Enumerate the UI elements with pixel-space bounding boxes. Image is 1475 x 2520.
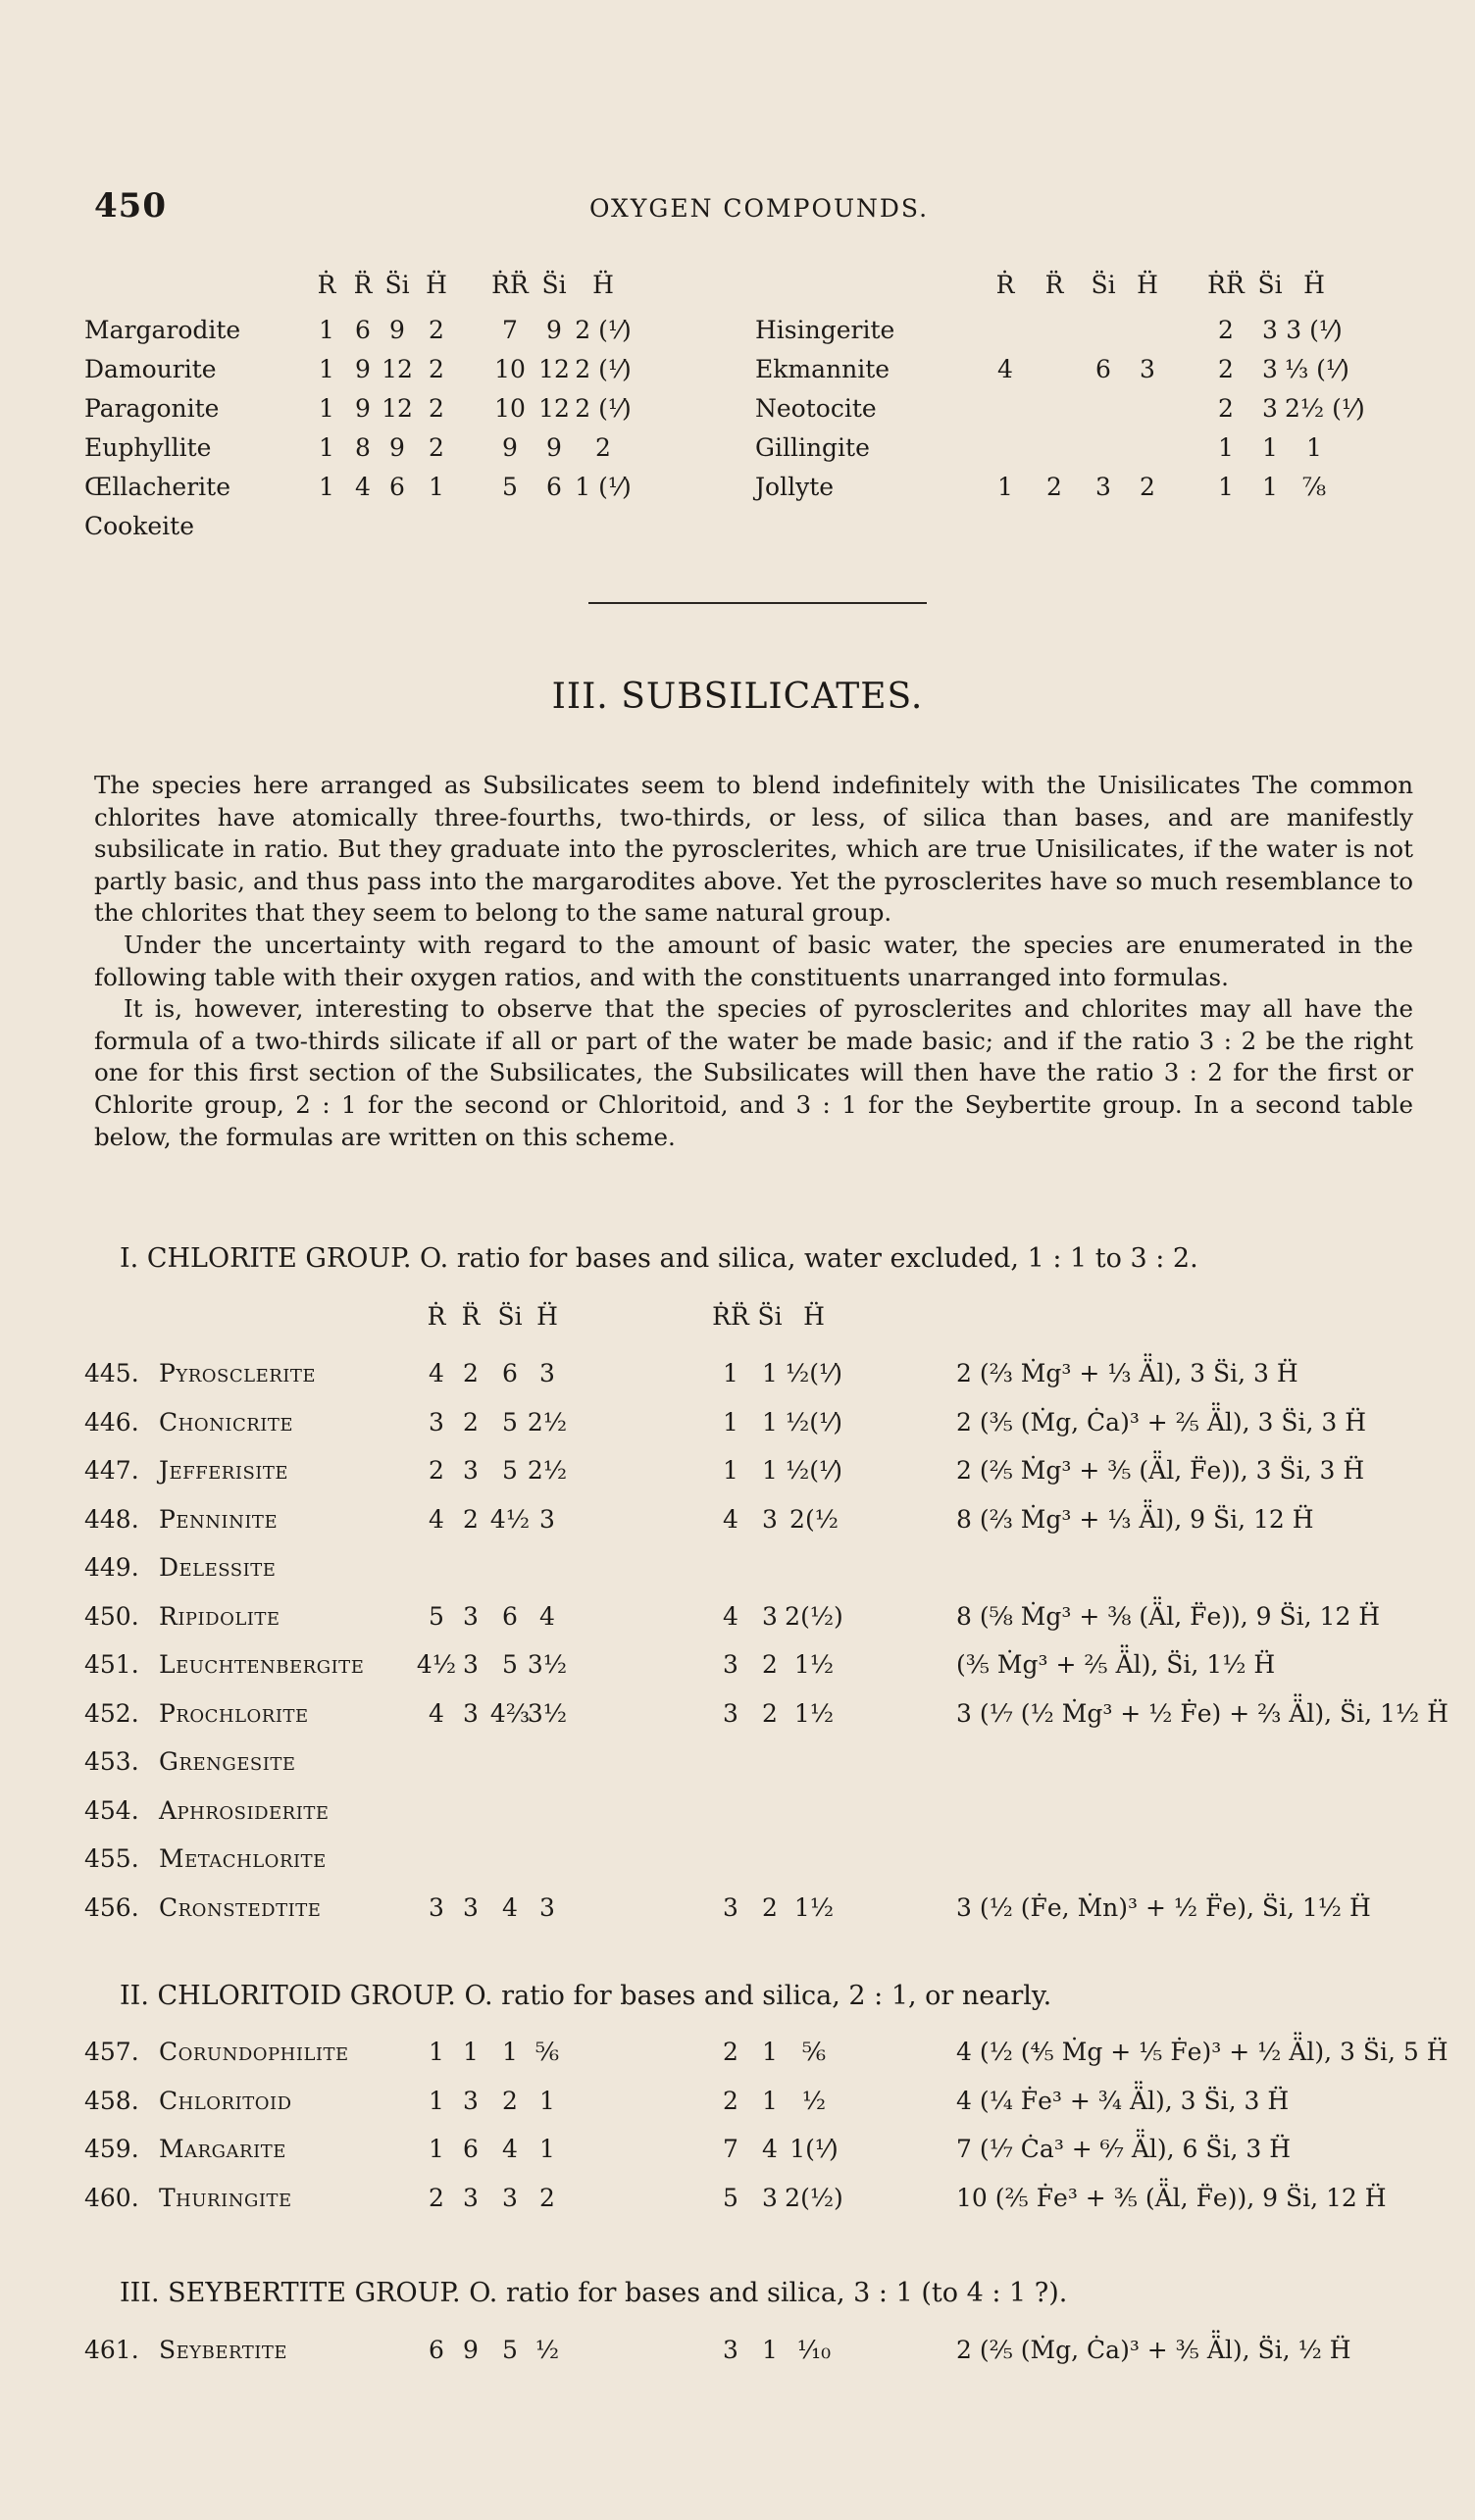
ratio-value: 6: [463, 2135, 479, 2163]
ratio-value: ½(⅟): [786, 1456, 842, 1485]
ratio-value: 2(½): [785, 1601, 843, 1631]
section-title: III. SUBSILICATES.: [551, 677, 924, 717]
species-number: 448.: [84, 1504, 139, 1534]
ratio-value: 3: [1262, 355, 1278, 383]
group-title: I. CHLORITE GROUP. O. ratio for bases and silica, water excluded, 1 : 1 to 3 : 2.: [120, 1243, 1198, 1274]
ratio-value: 4: [762, 2135, 778, 2163]
ratio-value: 2: [723, 2086, 738, 2115]
ratio-value: 6: [546, 473, 562, 501]
species-name: Corundophilite: [159, 2038, 349, 2066]
ratio-value: 2: [429, 2183, 444, 2212]
ratio-value: 1: [539, 2135, 555, 2163]
ratio-value: 2: [762, 1892, 778, 1922]
species-name: Jefferisite: [159, 1456, 289, 1485]
page-number: 450: [94, 186, 167, 226]
ratio-value: 4: [429, 1359, 444, 1387]
ratio-value: 2: [463, 1407, 479, 1436]
ratio-value: 3: [762, 1601, 778, 1631]
ratio-value: 2: [723, 2038, 738, 2066]
ratio-value: 5: [429, 1601, 444, 1631]
species-name: Metachlorite: [159, 1844, 327, 1873]
species-number: 451.: [84, 1650, 139, 1679]
ratio-value: 2: [429, 394, 444, 423]
species-formula: (⅗ Ṁg³ + ⅖ Ä̈l), S̈i, 1½ Ḧ: [956, 1650, 1276, 1679]
ratio-value: 12: [381, 355, 413, 383]
ratio-value: 1: [723, 1456, 738, 1485]
species-number: 452.: [84, 1698, 139, 1728]
species-number: 445.: [84, 1359, 139, 1387]
ratio-value: 3: [463, 1698, 479, 1728]
column-header: S̈i: [1091, 271, 1116, 299]
species-formula: 7 (⅐ Ċa³ + ⁶⁄₇ Ä̈l), 6 S̈i, 3 Ḧ: [956, 2135, 1292, 2163]
ratio-value: 3: [463, 1650, 479, 1679]
ratio-value: 1(⅟): [789, 2135, 839, 2163]
ratio-value: 1: [1262, 473, 1278, 501]
ratio-value: 3: [1262, 394, 1278, 423]
ratio-value: 1: [429, 2086, 444, 2115]
species-name: Pyrosclerite: [159, 1359, 317, 1387]
ratio-value: 2: [1218, 316, 1234, 344]
ratio-value: 1: [762, 2086, 778, 2115]
ratio-value: 1: [723, 1359, 738, 1387]
ratio-value: 3: [463, 1456, 479, 1485]
ratio-value: 2: [1046, 473, 1062, 501]
ratio-value: 2: [502, 2086, 518, 2115]
ratio-value: 3: [463, 2086, 479, 2115]
ratio-value: 8: [355, 433, 371, 462]
ratio-value: 1: [429, 2038, 444, 2066]
ratio-value: 1: [502, 2038, 518, 2066]
ratio-value: 2 (⅟): [575, 394, 632, 423]
ratio-value: 2½ (⅟): [1285, 394, 1365, 423]
ratio-value: 5: [502, 473, 518, 501]
ratio-value: 9: [502, 433, 518, 462]
species-formula: 2 (⅖ Ṁg³ + ⅗ (Ä̈l, F̈e)), 3 S̈i, 3 Ḧ: [956, 1456, 1365, 1485]
ratio-value: 9: [546, 433, 562, 462]
ratio-value: ⅚: [801, 2038, 827, 2066]
ratio-value: 3: [762, 2183, 778, 2212]
ratio-value: 3: [539, 1504, 555, 1534]
species-number: 457.: [84, 2038, 139, 2066]
ratio-value: 3 (⅟): [1286, 316, 1343, 344]
ratio-value: 1: [762, 2336, 778, 2364]
ratio-value: 5: [723, 2183, 738, 2212]
ratio-value: 2(½): [785, 2183, 843, 2212]
mineral-name: Damourite: [84, 355, 217, 383]
ratio-value: 2: [429, 355, 444, 383]
column-header: Ḧ: [1137, 271, 1158, 299]
column-header: S̈i: [497, 1302, 523, 1331]
ratio-value: 1: [319, 473, 334, 501]
ratio-value: 3: [463, 2183, 479, 2212]
ratio-value: 3: [463, 1601, 479, 1631]
ratio-value: ½(⅟): [786, 1407, 842, 1436]
ratio-value: 9: [463, 2336, 479, 2364]
column-header: Ṙ: [427, 1302, 446, 1331]
species-formula: 4 (¼ Ḟe³ + ¾ Ä̈l), 3 S̈i, 3 Ḧ: [956, 2086, 1290, 2115]
ratio-value: 10: [494, 394, 526, 423]
ratio-value: 1: [319, 433, 334, 462]
paragraph: The species here arranged as Subsilicates seem to blend indefinitely with the Unisilicates The common chlorites have atomically three-fourths, two-thirds, or less, of silica than bases, and are manifestly subsilicate in ratio. But they graduate into the pyrosclerites, which are true Unisilicates, if the water is not partly basic, and thus pass into the margarodites above. Yet the pyrosclerites have so much resemblance to the chlorites that they seem to belong to the same natural group.: [94, 771, 1413, 928]
species-name: Chonicrite: [159, 1407, 294, 1436]
species-number: 455.: [84, 1844, 139, 1873]
paragraph: Under the uncertainty with regard to the amount of basic water, the species are enumerated in the following table with their oxygen ratios, and with the constituents unarranged into formulas.: [94, 930, 1413, 991]
ratio-value: 4: [429, 1698, 444, 1728]
ratio-value: 1: [539, 2086, 555, 2115]
ratio-value: 4: [502, 2135, 518, 2163]
ratio-value: 2: [762, 1698, 778, 1728]
column-header: ṘR̈: [1207, 271, 1245, 299]
species-number: 450.: [84, 1601, 139, 1631]
ratio-value: 4½: [489, 1504, 531, 1534]
mineral-name: Cookeite: [84, 512, 195, 540]
species-number: 460.: [84, 2183, 139, 2212]
column-header: R̈: [353, 271, 373, 299]
ratio-value: 3: [429, 1407, 444, 1436]
species-formula: 2 (⅗ (Ṁg, Ċa)³ + ⅖ Ä̈l), 3 S̈i, 3 Ḧ: [956, 1407, 1367, 1436]
species-formula: 8 (⅔ Ṁg³ + ⅓ Ä̈l), 9 S̈i, 12 Ḧ: [956, 1504, 1314, 1534]
column-header: R̈: [461, 1302, 481, 1331]
ratio-value: 3: [502, 2183, 518, 2212]
ratio-value: 6: [355, 316, 371, 344]
ratio-value: 2½: [527, 1456, 568, 1485]
species-formula: 3 (½ (Ḟe, Ṁn)³ + ½ F̈e), S̈i, 1½ Ḧ: [956, 1892, 1371, 1922]
ratio-value: 9: [389, 433, 405, 462]
ratio-value: 2: [429, 1456, 444, 1485]
ratio-value: 6: [502, 1601, 518, 1631]
ratio-value: ½: [801, 2086, 827, 2115]
species-name: Aphrosiderite: [159, 1795, 330, 1825]
column-header: R̈: [1044, 271, 1064, 299]
species-formula: 2 (⅔ Ṁg³ + ⅓ Ä̈l), 3 S̈i, 3 Ḧ: [956, 1359, 1298, 1387]
column-header: Ṙ: [317, 271, 336, 299]
ratio-value: ⅓ (⅟): [1285, 355, 1349, 383]
ratio-value: 1: [1218, 473, 1234, 501]
species-name: Delessite: [159, 1553, 277, 1582]
species-name: Grengesite: [159, 1747, 296, 1776]
ratio-value: 2: [539, 2183, 555, 2212]
ratio-value: ½(⅟): [786, 1359, 842, 1387]
species-number: 453.: [84, 1747, 139, 1776]
species-number: 461.: [84, 2336, 139, 2364]
ratio-value: 1: [319, 355, 334, 383]
ratio-value: 5: [502, 2336, 518, 2364]
mineral-name: Œllacherite: [84, 473, 231, 501]
species-formula: 2 (⅖ (Ṁg, Ċa)³ + ⅗ Ä̈l), S̈i, ½ Ḧ: [956, 2336, 1351, 2364]
species-number: 454.: [84, 1795, 139, 1825]
ratio-value: 4: [723, 1504, 738, 1534]
ratio-value: 9: [546, 316, 562, 344]
ratio-value: 1: [319, 394, 334, 423]
ratio-value: 3: [1095, 473, 1111, 501]
ratio-value: 9: [355, 355, 371, 383]
paragraph: It is, however, interesting to observe that the species of pyrosclerites and chlorites may all have the formula of a two-thirds silicate if all or part of the water be made basic; and if the ratio 3 : 2 be the right one for this first section of the Subsilicates, the Subsilicates will then have the ratio 3 : 2 for the first or Chlorite group, 2 : 1 for the second or Chloritoid, and 3 : 1 for the Seybertite group. In a second table below, the formulas are written on this scheme.: [94, 994, 1413, 1151]
species-name: Margarite: [159, 2135, 286, 2163]
ratio-value: ⅚: [534, 2038, 560, 2066]
column-header: S̈i: [541, 271, 567, 299]
ratio-value: 1: [429, 473, 444, 501]
ratio-value: 3: [429, 1892, 444, 1922]
ratio-value: 2: [429, 433, 444, 462]
column-header: ṘR̈: [491, 271, 529, 299]
ratio-value: 2½: [527, 1407, 568, 1436]
ratio-value: 3: [539, 1359, 555, 1387]
ratio-value: 5: [502, 1456, 518, 1485]
ratio-value: 6: [502, 1359, 518, 1387]
column-header: ṘR̈: [712, 1302, 749, 1331]
column-header: Ḧ: [803, 1302, 825, 1331]
column-header: Ḧ: [1303, 271, 1325, 299]
ratio-value: 3: [762, 1504, 778, 1534]
species-number: 456.: [84, 1892, 139, 1922]
ratio-value: 3: [723, 1892, 738, 1922]
ratio-value: 2: [762, 1650, 778, 1679]
ratio-value: 1: [1262, 433, 1278, 462]
column-header: Ḧ: [426, 271, 447, 299]
mineral-name: Gillingite: [755, 433, 870, 462]
species-formula: 4 (½ (⅘ Ṁg + ⅕ Ḟe)³ + ½ Ä̈l), 3 S̈i, 5 Ḧ: [956, 2038, 1449, 2066]
ratio-value: 3½: [527, 1698, 568, 1728]
ratio-value: 4: [355, 473, 371, 501]
species-formula: 8 (⅝ Ṁg³ + ⅜ (Ä̈l, F̈e)), 9 S̈i, 12 Ḧ: [956, 1601, 1381, 1631]
column-header: S̈i: [1257, 271, 1283, 299]
ratio-value: 3: [1262, 316, 1278, 344]
mineral-name: Ekmannite: [755, 355, 890, 383]
ratio-value: 5: [502, 1407, 518, 1436]
ratio-value: 2 (⅟): [575, 355, 632, 383]
ratio-value: 4: [539, 1601, 555, 1631]
species-name: Penninite: [159, 1504, 279, 1534]
ratio-value: 1: [762, 1359, 778, 1387]
ratio-value: 7: [502, 316, 518, 344]
ratio-value: 1: [762, 1456, 778, 1485]
ratio-value: 1: [762, 2038, 778, 2066]
ratio-value: 3: [723, 1650, 738, 1679]
ratio-value: 12: [538, 355, 570, 383]
species-name: Cronstedtite: [159, 1892, 322, 1922]
ratio-value: 4: [502, 1892, 518, 1922]
ratio-value: 1: [997, 473, 1013, 501]
ratio-value: 3: [1140, 355, 1155, 383]
column-header: S̈i: [384, 271, 410, 299]
column-header: S̈i: [757, 1302, 783, 1331]
ratio-value: 2: [595, 433, 611, 462]
species-number: 458.: [84, 2086, 139, 2115]
ratio-value: ½: [534, 2336, 560, 2364]
species-number: 449.: [84, 1553, 139, 1582]
ratio-value: 4: [429, 1504, 444, 1534]
column-header: Ḧ: [592, 271, 614, 299]
ratio-value: 6: [389, 473, 405, 501]
ratio-value: 2: [463, 1359, 479, 1387]
ratio-value: 1: [762, 1407, 778, 1436]
ratio-value: 1: [1218, 433, 1234, 462]
ratio-value: 1 (⅟): [575, 473, 632, 501]
ratio-value: 2: [1140, 473, 1155, 501]
ratio-value: 1: [463, 2038, 479, 2066]
ratio-value: 3: [463, 1892, 479, 1922]
ratio-value: 2 (⅟): [575, 316, 632, 344]
ratio-value: 7: [723, 2135, 738, 2163]
ratio-value: 2(½: [789, 1504, 839, 1534]
species-name: Ripidolite: [159, 1601, 280, 1631]
species-number: 459.: [84, 2135, 139, 2163]
running-title: OXYGEN COMPOUNDS.: [589, 194, 930, 223]
ratio-value: 4: [997, 355, 1013, 383]
species-name: Leuchtenbergite: [159, 1650, 365, 1679]
ratio-value: 10: [494, 355, 526, 383]
species-number: 447.: [84, 1456, 139, 1485]
ratio-value: 2: [429, 316, 444, 344]
ratio-value: 3: [539, 1892, 555, 1922]
ratio-value: 1½: [793, 1650, 835, 1679]
ratio-value: 12: [538, 394, 570, 423]
mineral-name: Neotocite: [755, 394, 877, 423]
ratio-value: 1½: [793, 1892, 835, 1922]
species-name: Prochlorite: [159, 1698, 309, 1728]
group-title: II. CHLORITOID GROUP. O. ratio for bases and silica, 2 : 1, or nearly.: [120, 1981, 1052, 2011]
ratio-value: 1: [319, 316, 334, 344]
column-header: Ṙ: [995, 271, 1015, 299]
ratio-value: 4: [723, 1601, 738, 1631]
ratio-value: 3½: [527, 1650, 568, 1679]
ratio-value: 6: [1095, 355, 1111, 383]
ratio-value: 2: [1218, 394, 1234, 423]
mineral-name: Euphyllite: [84, 433, 212, 462]
species-name: Chloritoid: [159, 2086, 292, 2115]
ratio-value: 3: [723, 2336, 738, 2364]
ratio-value: 4½: [416, 1650, 457, 1679]
mineral-name: Margarodite: [84, 316, 241, 344]
ratio-value: 3: [723, 1698, 738, 1728]
ratio-value: 1: [723, 1407, 738, 1436]
ratio-value: 9: [389, 316, 405, 344]
ratio-value: 9: [355, 394, 371, 423]
ratio-value: 2: [1218, 355, 1234, 383]
column-header: Ḧ: [536, 1302, 558, 1331]
ratio-value: 1: [1306, 433, 1322, 462]
ratio-value: ⅒: [796, 2336, 832, 2364]
ratio-value: 12: [381, 394, 413, 423]
species-formula: 3 (⅐ (½ Ṁg³ + ½ Ḟe) + ⅔ Ä̈l), S̈i, 1½ Ḧ: [956, 1698, 1449, 1728]
group-title: III. SEYBERTITE GROUP. O. ratio for bases and silica, 3 : 1 (to 4 : 1 ?).: [120, 2278, 1068, 2308]
ratio-value: 1½: [793, 1698, 835, 1728]
ratio-value: 4⅔: [489, 1698, 531, 1728]
ratio-value: 1: [429, 2135, 444, 2163]
species-name: Thuringite: [159, 2183, 292, 2212]
mineral-name: Jollyte: [755, 473, 835, 501]
species-number: 446.: [84, 1407, 139, 1436]
mineral-name: Paragonite: [84, 394, 220, 423]
species-formula: 10 (⅖ Ḟe³ + ⅗ (Ä̈l, F̈e)), 9 S̈i, 12 Ḧ: [956, 2183, 1387, 2212]
ratio-value: ⅞: [1301, 473, 1327, 501]
ratio-value: 2: [463, 1504, 479, 1534]
ratio-value: 5: [502, 1650, 518, 1679]
ratio-value: 6: [429, 2336, 444, 2364]
mineral-name: Hisingerite: [755, 316, 895, 344]
species-name: Seybertite: [159, 2336, 288, 2364]
